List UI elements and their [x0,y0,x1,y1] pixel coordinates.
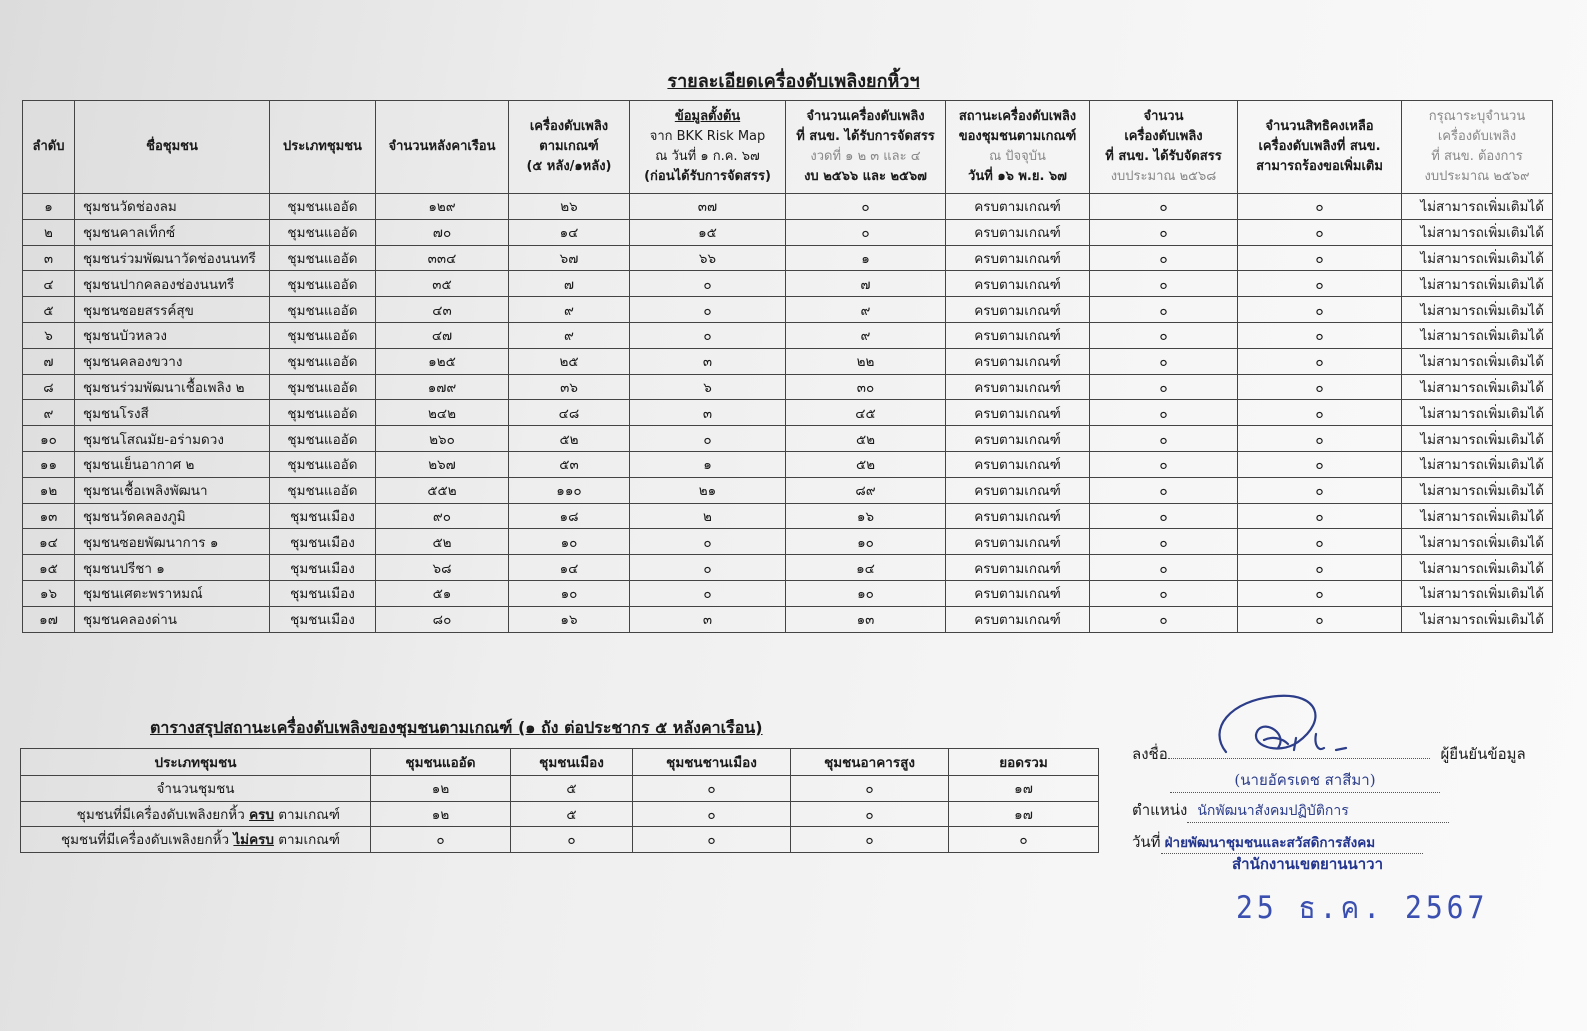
cell-remaining: ๐ [1238,297,1402,323]
cell-status: ครบตามเกณฑ์ [946,271,1090,297]
cell-criteria: ๗ [509,271,630,297]
header-allocated: จำนวนเครื่องดับเพลิง ที่ สนข. ได้รับการจัดสรร งวดที่ ๑ ๒ ๓ และ ๔ งบ ๒๕๖๖ และ ๒๕๖๗ [786,101,946,194]
cell-name: ชุมชนวัดคลองภูมิ [75,503,270,529]
cell-households: ๙๐ [376,503,509,529]
cell-households: ๑๒๙ [376,194,509,220]
summary-cell: ๑๗ [949,776,1099,802]
cell-remaining: ๐ [1238,271,1402,297]
cell-households: ๔๓ [376,297,509,323]
summary-row-label: ชุมชนที่มีเครื่องดับเพลิงยกหิ้ว ไม่ครบ ตามเกณฑ์ [21,827,371,853]
cell-request: ไม่สามารถเพิ่มเติมได้ [1402,245,1553,271]
header-criteria: เครื่องดับเพลิง ตามเกณฑ์ (๕ หลัง/๑หลัง) [509,101,630,194]
cell-no: ๙ [23,400,75,426]
table-row [23,451,1553,477]
cell-alloc68: ๐ [1090,400,1238,426]
cell-no: ๑ [23,194,75,220]
cell-bkk: ๐ [630,529,786,555]
table-row [23,503,1553,529]
cell-type: ชุมชนแออัด [270,426,376,452]
cell-criteria: ๔๘ [509,400,630,426]
department-stamp-line1: ฝ่ายพัฒนาชุมชนและสวัสดิการสังคม [1164,835,1376,851]
cell-alloc68: ๐ [1090,529,1238,555]
cell-criteria: ๒๕ [509,348,630,374]
cell-name: ชุมชนซอยสรรค์สุข [75,297,270,323]
summary-row [21,776,1099,802]
cell-status: ครบตามเกณฑ์ [946,477,1090,503]
cell-households: ๔๗ [376,322,509,348]
cell-allocated: ๔๕ [786,400,946,426]
cell-bkk: ๒๑ [630,477,786,503]
date-stamp: 25 ธ.ค. 2567 [1236,889,1489,926]
summary-cell: ๑๒ [371,801,511,827]
cell-alloc68: ๐ [1090,322,1238,348]
summary-header-suburban: ชุมชนชานเมือง [633,749,791,776]
name-line [1170,768,1440,793]
cell-bkk: ๓ [630,348,786,374]
cell-criteria: ๑๔ [509,555,630,581]
cell-households: ๘๐ [376,606,509,632]
cell-allocated: ๐ [786,219,946,245]
table-row [23,477,1553,503]
cell-status: ครบตามเกณฑ์ [946,245,1090,271]
cell-criteria: ๑๖ [509,606,630,632]
cell-remaining: ๐ [1238,348,1402,374]
table-row [23,400,1553,426]
summary-header-total: ยอดรวม [949,749,1099,776]
cell-criteria: ๒๖ [509,194,630,220]
cell-alloc68: ๐ [1090,477,1238,503]
table-row [23,245,1553,271]
cell-allocated: ๑๐ [786,580,946,606]
cell-no: ๔ [23,271,75,297]
cell-name: ชุมชนบัวหลวง [75,322,270,348]
cell-request: ไม่สามารถเพิ่มเติมได้ [1402,555,1553,581]
cell-bkk: ๓ [630,606,786,632]
cell-name: ชุมชนร่วมพัฒนาเชื้อเพลิง ๒ [75,374,270,400]
summary-cell: ๐ [371,827,511,853]
cell-households: ๑๗๙ [376,374,509,400]
header-households: จำนวนหลังคาเรือน [376,101,509,194]
cell-request: ไม่สามารถเพิ่มเติมได้ [1402,503,1553,529]
date-label: วันที่ [1132,833,1161,851]
cell-households: ๓๕ [376,271,509,297]
confirm-label: ผู้ยืนยันข้อมูล [1440,745,1526,763]
cell-request: ไม่สามารถเพิ่มเติมได้ [1402,400,1553,426]
cell-no: ๑๕ [23,555,75,581]
header-alloc68: จำนวน เครื่องดับเพลิง ที่ สนข. ได้รับจัดสรร งบประมาณ ๒๕๖๘ [1090,101,1238,194]
cell-bkk: ๑ [630,451,786,477]
cell-request: ไม่สามารถเพิ่มเติมได้ [1402,451,1553,477]
table-row [23,606,1553,632]
summary-header-type: ประเภทชุมชน [21,749,371,776]
cell-bkk: ๒ [630,503,786,529]
department-stamp-line2: สำนักงานเขตยานนาวา [1232,855,1384,873]
document-title: รายละเอียดเครื่องดับเพลิงยกหิ้วฯ [667,71,920,92]
cell-allocated: ๑๓ [786,606,946,632]
cell-bkk: ๑๕ [630,219,786,245]
cell-allocated: ๒๒ [786,348,946,374]
cell-no: ๗ [23,348,75,374]
cell-remaining: ๐ [1238,322,1402,348]
cell-alloc68: ๐ [1090,297,1238,323]
cell-request: ไม่สามารถเพิ่มเติมได้ [1402,297,1553,323]
table-row [23,297,1553,323]
cell-allocated: ๐ [786,194,946,220]
table-row [23,348,1553,374]
table-header-row [23,101,1553,194]
position-label: ตำแหน่ง [1132,801,1188,819]
table-row [23,426,1553,452]
cell-alloc68: ๐ [1090,374,1238,400]
cell-remaining: ๐ [1238,477,1402,503]
cell-name: ชุมชนเศตะพราหมณ์ [75,580,270,606]
cell-bkk: ๐ [630,426,786,452]
cell-type: ชุมชนแออัด [270,245,376,271]
cell-allocated: ๑ [786,245,946,271]
cell-type: ชุมชนเมือง [270,503,376,529]
table-row [23,194,1553,220]
cell-type: ชุมชนแออัด [270,322,376,348]
cell-type: ชุมชนแออัด [270,374,376,400]
cell-request: ไม่สามารถเพิ่มเติมได้ [1402,374,1553,400]
cell-allocated: ๕๒ [786,426,946,452]
cell-households: ๒๖๗ [376,451,509,477]
cell-type: ชุมชนแออัด [270,400,376,426]
date-line [1132,830,1423,854]
header-no: ลำดับ [23,101,75,194]
summary-cell: ๕ [511,776,633,802]
cell-criteria: ๕๓ [509,451,630,477]
cell-status: ครบตามเกณฑ์ [946,529,1090,555]
cell-alloc68: ๐ [1090,271,1238,297]
cell-alloc68: ๐ [1090,219,1238,245]
cell-remaining: ๐ [1238,400,1402,426]
position-line [1132,798,1449,823]
cell-request: ไม่สามารถเพิ่มเติมได้ [1402,426,1553,452]
cell-bkk: ๐ [630,297,786,323]
cell-allocated: ๗ [786,271,946,297]
cell-status: ครบตามเกณฑ์ [946,503,1090,529]
cell-request: ไม่สามารถเพิ่มเติมได้ [1402,477,1553,503]
cell-bkk: ๖ [630,374,786,400]
cell-alloc68: ๐ [1090,426,1238,452]
cell-remaining: ๐ [1238,426,1402,452]
cell-allocated: ๑๐ [786,529,946,555]
cell-type: ชุมชนแออัด [270,194,376,220]
cell-bkk: ๓๗ [630,194,786,220]
summary-header-highrise: ชุมชนอาคารสูง [791,749,949,776]
cell-no: ๘ [23,374,75,400]
cell-status: ครบตามเกณฑ์ [946,297,1090,323]
cell-request: ไม่สามารถเพิ่มเติมได้ [1402,348,1553,374]
summary-row [21,827,1099,853]
cell-allocated: ๑๔ [786,555,946,581]
cell-criteria: ๙ [509,297,630,323]
cell-no: ๑๖ [23,580,75,606]
cell-name: ชุมชนโสณมัย-อร่ามดวง [75,426,270,452]
summary-header-row [21,749,1099,776]
header-type: ประเภทชุมชน [270,101,376,194]
cell-households: ๒๖๐ [376,426,509,452]
header-name: ชื่อชุมชน [75,101,270,194]
cell-bkk: ๐ [630,322,786,348]
table-row [23,219,1553,245]
cell-no: ๖ [23,322,75,348]
cell-allocated: ๑๖ [786,503,946,529]
cell-remaining: ๐ [1238,503,1402,529]
table-row [23,374,1553,400]
summary-table [20,748,1099,853]
header-bkk: ข้อมูลตั้งต้น จาก BKK Risk Map ณ วันที่ ๑ ก.ค. ๖๗ (ก่อนได้รับการจัดสรร) [630,101,786,194]
cell-request: ไม่สามารถเพิ่มเติมได้ [1402,580,1553,606]
summary-cell: ๐ [633,776,791,802]
cell-type: ชุมชนแออัด [270,451,376,477]
cell-status: ครบตามเกณฑ์ [946,555,1090,581]
cell-type: ชุมชนแออัด [270,297,376,323]
summary-body [21,776,1099,853]
cell-status: ครบตามเกณฑ์ [946,322,1090,348]
cell-remaining: ๐ [1238,194,1402,220]
cell-no: ๒ [23,219,75,245]
cell-alloc68: ๐ [1090,580,1238,606]
cell-type: ชุมชนแออัด [270,219,376,245]
cell-remaining: ๐ [1238,245,1402,271]
summary-cell: ๐ [633,801,791,827]
summary-cell: ๐ [791,801,949,827]
header-remaining: จำนวนสิทธิคงเหลือ เครื่องดับเพลิงที่ สนข. สามารถร้องขอเพิ่มเติม [1238,101,1402,194]
cell-alloc68: ๐ [1090,606,1238,632]
summary-cell: ๑๒ [371,776,511,802]
cell-type: ชุมชนแออัด [270,271,376,297]
cell-criteria: ๓๖ [509,374,630,400]
cell-type: ชุมชนแออัด [270,348,376,374]
fire-extinguisher-table [22,100,1553,633]
cell-request: ไม่สามารถเพิ่มเติมได้ [1402,529,1553,555]
cell-name: ชุมชนเชื้อเพลิงพัฒนา [75,477,270,503]
sign-label: ลงชื่อ [1132,745,1168,763]
cell-status: ครบตามเกณฑ์ [946,580,1090,606]
cell-alloc68: ๐ [1090,194,1238,220]
header-status: สถานะเครื่องดับเพลิง ของชุมชนตามเกณฑ์ ณ ปัจจุบัน วันที่ ๑๖ พ.ย. ๖๗ [946,101,1090,194]
table-row [23,322,1553,348]
cell-alloc68: ๐ [1090,245,1238,271]
cell-name: ชุมชนวัดช่องลม [75,194,270,220]
table-row [23,555,1553,581]
cell-status: ครบตามเกณฑ์ [946,348,1090,374]
position-value: นักพัฒนาสังคมปฏิบัติการ [1197,803,1349,819]
cell-name: ชุมชนคลองขวาง [75,348,270,374]
cell-criteria: ๑๑๐ [509,477,630,503]
cell-alloc68: ๐ [1090,348,1238,374]
cell-no: ๑๔ [23,529,75,555]
cell-name: ชุมชนปรีชา ๑ [75,555,270,581]
cell-name: ชุมชนโรงสี [75,400,270,426]
summary-row [21,801,1099,827]
cell-name: ชุมชนคาลเท็กซ์ [75,219,270,245]
cell-criteria: ๑๐ [509,580,630,606]
cell-remaining: ๐ [1238,219,1402,245]
cell-remaining: ๐ [1238,374,1402,400]
cell-request: ไม่สามารถเพิ่มเติมได้ [1402,606,1553,632]
cell-name: ชุมชนปากคลองช่องนนทรี [75,271,270,297]
cell-bkk: ๐ [630,580,786,606]
summary-cell: ๐ [791,827,949,853]
table-body [23,194,1553,633]
cell-request: ไม่สามารถเพิ่มเติมได้ [1402,271,1553,297]
header-request: กรุณาระบุจำนวน เครื่องดับเพลิง ที่ สนข. ต้องการ งบประมาณ ๒๕๖๙ [1402,101,1553,194]
cell-type: ชุมชนเมือง [270,606,376,632]
cell-households: ๗๐ [376,219,509,245]
cell-type: ชุมชนเมือง [270,555,376,581]
summary-cell: ๐ [949,827,1099,853]
summary-cell: ๐ [633,827,791,853]
cell-status: ครบตามเกณฑ์ [946,374,1090,400]
cell-criteria: ๕๒ [509,426,630,452]
cell-no: ๑๓ [23,503,75,529]
cell-remaining: ๐ [1238,529,1402,555]
cell-remaining: ๐ [1238,580,1402,606]
cell-allocated: ๙ [786,297,946,323]
cell-households: ๓๓๔ [376,245,509,271]
cell-allocated: ๕๒ [786,451,946,477]
cell-name: ชุมชนร่วมพัฒนาวัดช่องนนทรี [75,245,270,271]
cell-type: ชุมชนแออัด [270,477,376,503]
cell-remaining: ๐ [1238,555,1402,581]
cell-no: ๑๐ [23,426,75,452]
cell-status: ครบตามเกณฑ์ [946,606,1090,632]
cell-type: ชุมชนเมือง [270,529,376,555]
table-row [23,580,1553,606]
table-row [23,529,1553,555]
summary-cell: ๕ [511,801,633,827]
cell-request: ไม่สามารถเพิ่มเติมได้ [1402,219,1553,245]
table-row [23,271,1553,297]
cell-allocated: ๘๙ [786,477,946,503]
cell-bkk: ๐ [630,271,786,297]
summary-header-urban: ชุมชนเมือง [511,749,633,776]
cell-alloc68: ๐ [1090,503,1238,529]
cell-bkk: ๓ [630,400,786,426]
cell-request: ไม่สามารถเพิ่มเติมได้ [1402,322,1553,348]
cell-allocated: ๙ [786,322,946,348]
cell-allocated: ๓๐ [786,374,946,400]
cell-request: ไม่สามารถเพิ่มเติมได้ [1402,194,1553,220]
cell-criteria: ๑๔ [509,219,630,245]
cell-households: ๖๘ [376,555,509,581]
summary-title: ตารางสรุปสถานะเครื่องดับเพลิงของชุมชนตามเกณฑ์ (๑ ถัง ต่อประชากร ๕ หลังคาเรือน) [150,718,763,737]
cell-name: ชุมชนเย็นอากาศ ๒ [75,451,270,477]
cell-households: ๕๒ [376,529,509,555]
cell-no: ๑๗ [23,606,75,632]
cell-criteria: ๖๗ [509,245,630,271]
cell-status: ครบตามเกณฑ์ [946,219,1090,245]
summary-row-label: ชุมชนที่มีเครื่องดับเพลิงยกหิ้ว ครบ ตามเกณฑ์ [21,801,371,827]
cell-no: ๓ [23,245,75,271]
cell-remaining: ๐ [1238,451,1402,477]
cell-households: ๑๒๕ [376,348,509,374]
cell-name: ชุมชนคลองด่าน [75,606,270,632]
cell-status: ครบตามเกณฑ์ [946,194,1090,220]
cell-bkk: ๐ [630,555,786,581]
cell-no: ๕ [23,297,75,323]
summary-cell: ๑๗ [949,801,1099,827]
cell-criteria: ๑๐ [509,529,630,555]
summary-cell: ๐ [511,827,633,853]
cell-status: ครบตามเกณฑ์ [946,451,1090,477]
cell-status: ครบตามเกณฑ์ [946,426,1090,452]
cell-criteria: ๑๘ [509,503,630,529]
cell-remaining: ๐ [1238,606,1402,632]
cell-households: ๕๕๒ [376,477,509,503]
summary-cell: ๐ [791,776,949,802]
signer-name: (นายอัครเดช สาสีมา) [1234,771,1376,789]
cell-households: ๕๑ [376,580,509,606]
cell-name: ชุมชนซอยพัฒนาการ ๑ [75,529,270,555]
cell-bkk: ๖๖ [630,245,786,271]
cell-households: ๒๔๒ [376,400,509,426]
cell-criteria: ๙ [509,322,630,348]
signature-scribble [1168,690,1368,770]
cell-no: ๑๒ [23,477,75,503]
summary-header-slum: ชุมชนแออัด [371,749,511,776]
cell-no: ๑๑ [23,451,75,477]
summary-row-label: จำนวนชุมชน [21,776,371,802]
cell-status: ครบตามเกณฑ์ [946,400,1090,426]
cell-alloc68: ๐ [1090,451,1238,477]
cell-alloc68: ๐ [1090,555,1238,581]
cell-type: ชุมชนเมือง [270,580,376,606]
